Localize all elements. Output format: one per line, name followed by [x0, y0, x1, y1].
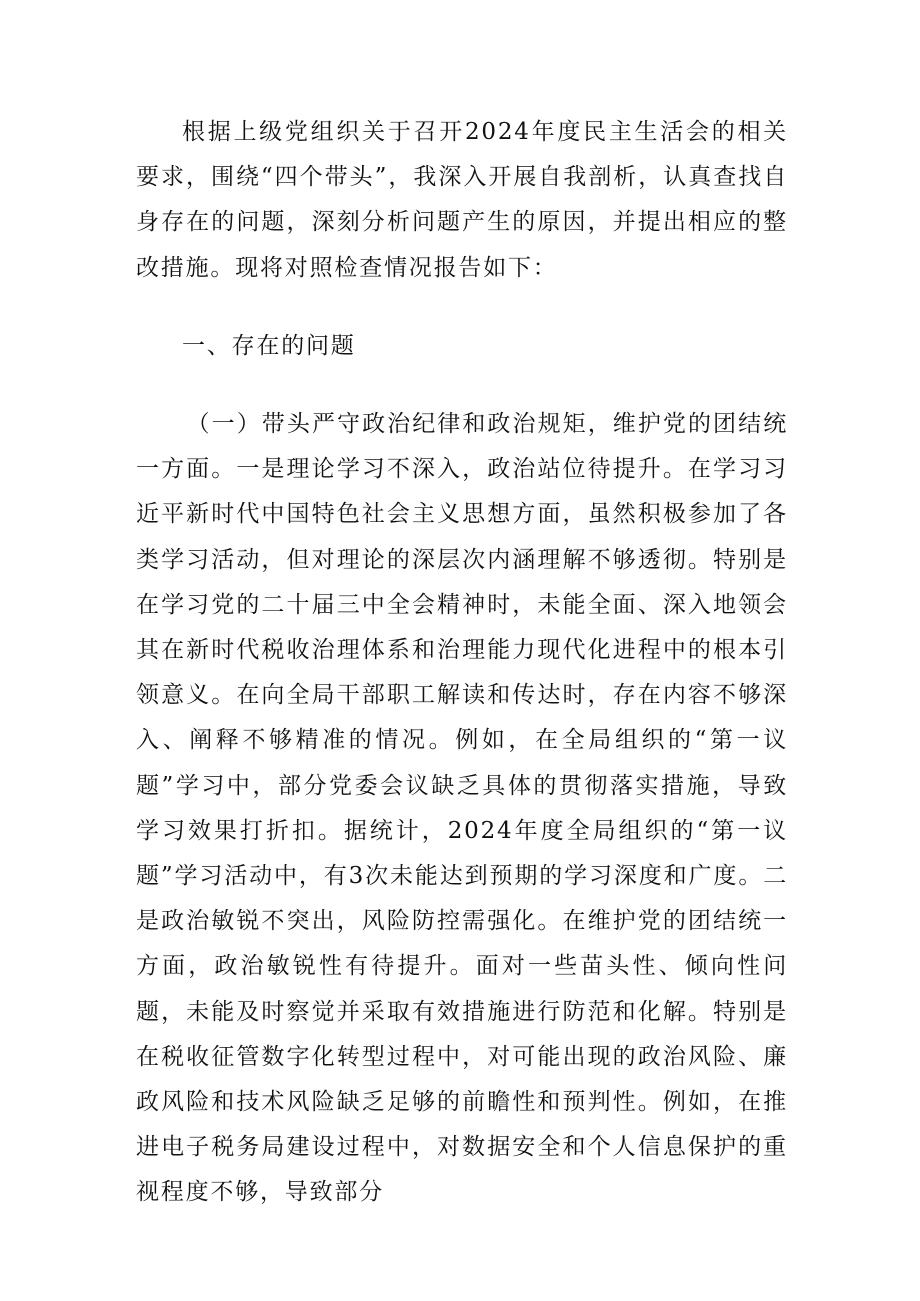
- section-heading: 一、存在的问题: [182, 332, 356, 359]
- section-1-paragraph: （一）带头严守政治纪律和政治规矩，维护党的团结统一方面。一是理论学习不深入，政治站位待提升。在学习习近平新时代中国特色社会主义思想方面，虽然积极参加了各类学习活动，但对理论的深层次内涵理解不够透彻。特别是在学习党的二十届三中全会精神时，未能全面、深入地领会其在新时代税收治理体系和治理能力现代化进程中的根本引领意义。在向全局干部职工解读和传达时，存在内容不够深入、阐释不够精准的情况。例如，在全局组织的“第一议题”学习中，部分党委会议缺乏具体的贯彻落实措施，导致学习效果打折扣。据统计，2024年度全局组织的“第一议题”学习活动中，有3次未能达到预期的学习深度和广度。二是政治敏锐不突出，风险防控需强化。在维护党的团结统一方面，政治敏锐性有待提升。面对一些苗头性、倾向性问题，未能及时察觉并采取有效措施进行防范和化解。特别是在税收征管数字化转型过程中，对可能出现的政治风险、廉政风险和技术风险缺乏足够的前瞻性和预判性。例如，在推进电子税务局建设过程中，对数据安全和个人信息保护的重视程度不够，导致部分: [136, 411, 788, 1206]
- intro-paragraph: 根据上级党组织关于召开2024年度民主生活会的相关要求，围绕“四个带头”，我深入开展自我剖析，认真查找自身存在的问题，深刻分析问题产生的原因，并提出相应的整改措施。现将对照检查情况报告如下：: [136, 119, 788, 281]
